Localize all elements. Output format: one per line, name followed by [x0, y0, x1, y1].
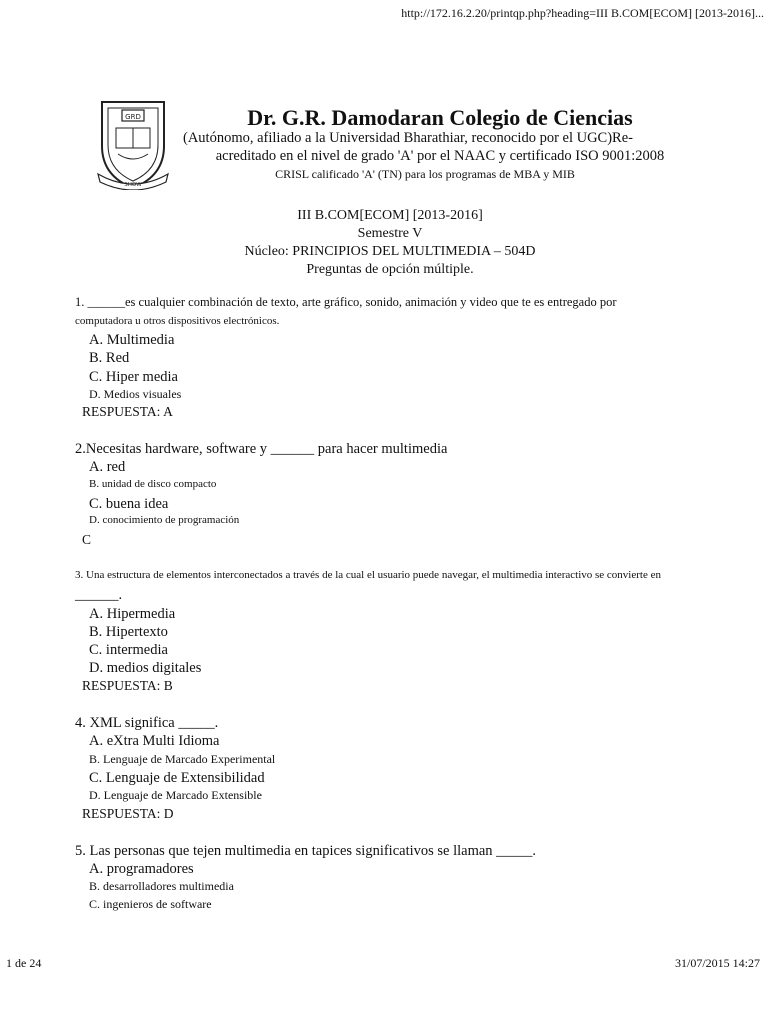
question-3-option-a: A. Hipermedia: [89, 606, 176, 622]
college-name: Dr. G.R. Damodaran Colegio de Ciencias: [247, 105, 633, 130]
college-affiliation-line2: acreditado en el nivel de grado 'A' por el NAAC y certificado ISO 9001:2008: [215, 148, 665, 164]
question-2-text: 2.Necesitas hardware, software y ______ para hacer multimedia: [75, 441, 448, 457]
print-datetime: 31/07/2015 14:27: [674, 956, 760, 970]
question-3-option-c: C. intermedia: [89, 642, 168, 658]
question-5-option-b: B. desarrolladores multimedia: [89, 879, 234, 893]
question-1-option-a: A. Multimedia: [89, 332, 175, 348]
question-2-option-b: B. unidad de disco compacto: [89, 478, 217, 490]
question-2-option-c: C. buena idea: [89, 496, 169, 512]
question-4-text: 4. XML significa _____.: [75, 715, 219, 731]
college-affiliation-line1: (Autónomo, afiliado a la Universidad Bharathiar, reconocido por el UGC)Re-: [183, 130, 633, 146]
question-1-text: 1. ______es cualquier combinación de texto, arte gráfico, sonido, animación y video que te es entregado por: [75, 295, 617, 309]
question-1-text-cont: computadora u otros dispositivos electrónicos.: [75, 315, 280, 327]
svg-text:SHOW: SHOW: [124, 182, 142, 188]
question-3-text: 3. Una estructura de elementos interconectados a través de la cual el usuario puede navegar, el multimedia interactivo se convierte en: [75, 569, 661, 581]
question-1-option-c: C. Hiper media: [89, 369, 178, 385]
semester: Semestre V: [357, 226, 423, 241]
course-title: III B.COM[ECOM] [2013-2016]: [297, 208, 483, 223]
question-1-option-d: D. Medios visuales: [89, 387, 182, 401]
question-5-option-a: A. programadores: [89, 861, 194, 877]
question-3-option-d: D. medios digitales: [89, 660, 202, 676]
question-2-answer: C: [82, 532, 92, 547]
question-1-answer: RESPUESTA: A: [82, 404, 173, 419]
question-4-option-a: A. eXtra Multi Idioma: [89, 733, 220, 749]
question-5-text: 5. Las personas que tejen multimedia en tapices significativos se llaman _____.: [75, 843, 537, 859]
question-4-option-b: B. Lenguaje de Marcado Experimental: [89, 752, 276, 766]
question-1-option-b: B. Red: [89, 350, 130, 366]
question-5-option-c: C. ingenieros de software: [89, 897, 212, 911]
page-number: 1 de 24: [6, 956, 42, 970]
question-2-option-d: D. conocimiento de programación: [89, 514, 240, 526]
question-2-option-a: A. red: [89, 459, 126, 475]
svg-text:GRD: GRD: [125, 113, 141, 121]
subject: Núcleo: PRINCIPIOS DEL MULTIMEDIA – 504D: [244, 244, 536, 259]
page-url: http://172.16.2.20/printqp.php?heading=III B.COM[ECOM] [2013-2016]...: [401, 6, 764, 20]
college-affiliation-line3: CRISL calificado 'A' (TN) para los programas de MBA y MIB: [275, 167, 575, 181]
question-4-option-d: D. Lenguaje de Marcado Extensible: [89, 788, 262, 802]
question-3-answer: RESPUESTA: B: [82, 678, 173, 693]
question-4-option-c: C. Lenguaje de Extensibilidad: [89, 770, 265, 786]
question-3-option-b: B. Hipertexto: [89, 624, 168, 640]
question-3-text-cont: ______.: [75, 587, 123, 603]
question-4-answer: RESPUESTA: D: [82, 806, 174, 821]
exam-type: Preguntas de opción múltiple.: [306, 262, 474, 277]
